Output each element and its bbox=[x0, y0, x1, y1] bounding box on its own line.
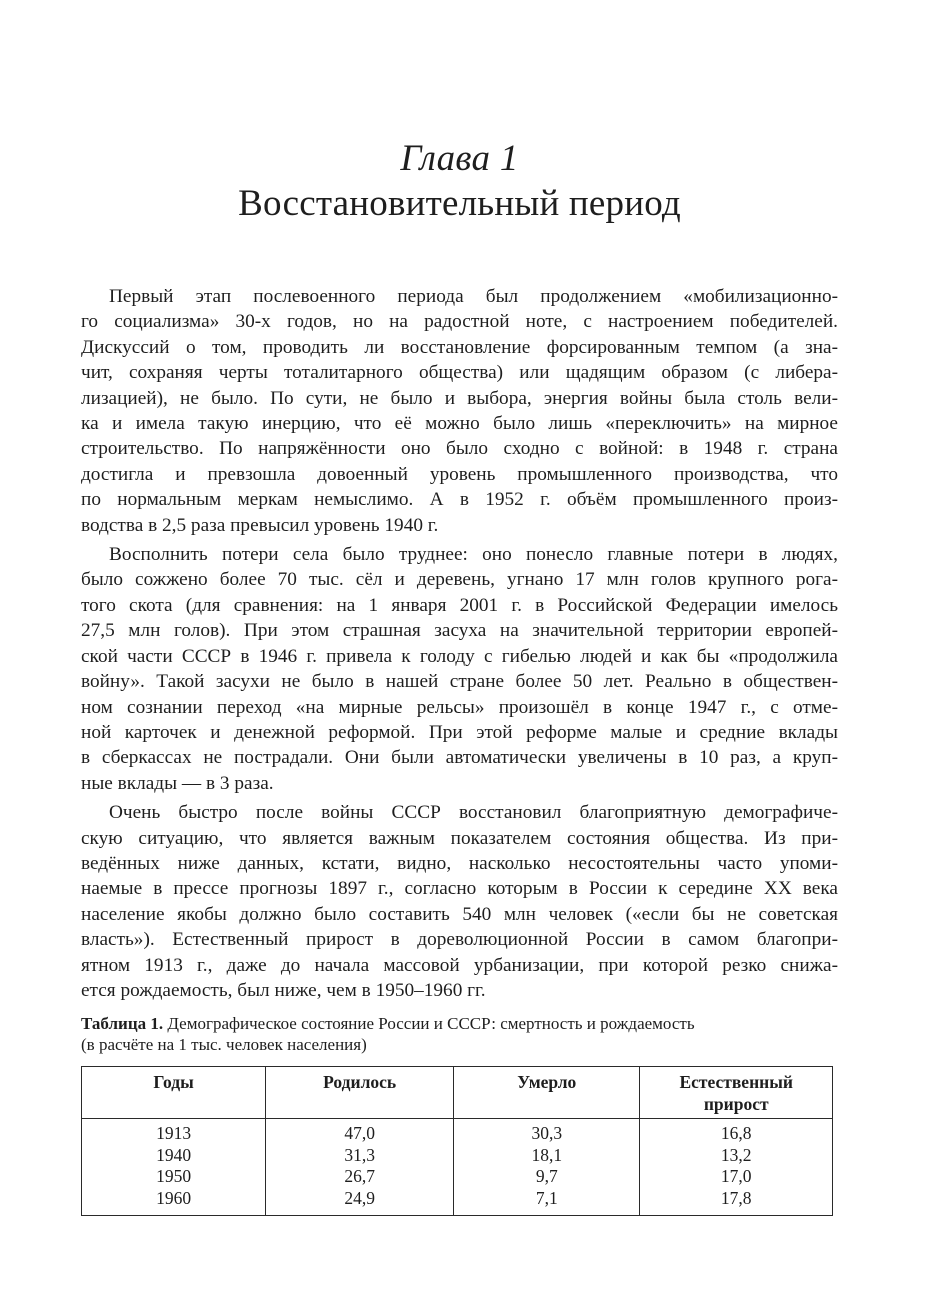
text-line: Очень быстро после войны СССР восстановил благоприятную демографиче- bbox=[109, 802, 838, 824]
chapter-heading bbox=[81, 137, 838, 227]
text-line: лизацией), не было. По сути, не было и выбора, энергия войны была столь вели- bbox=[81, 387, 838, 409]
text-line: строительство. По напряжённости оно было сходно с войной: в 1948 г. страна bbox=[81, 438, 838, 460]
cell-year: 1913 bbox=[82, 1119, 266, 1145]
table-row bbox=[82, 1166, 833, 1188]
cell-died: 18,1 bbox=[454, 1145, 640, 1167]
text-line: ятном 1913 г., даже до начала массовой урбанизации, при которой резко снижа- bbox=[81, 954, 838, 976]
chapter-title: Восстановительный период bbox=[238, 183, 681, 224]
demographics-table-container bbox=[81, 1066, 833, 1216]
paragraph-demographics bbox=[81, 800, 838, 1003]
text-line: достигла и превзошла довоенный уровень промышленного производства, что bbox=[81, 463, 838, 485]
text-line: ведённых ниже данных, кстати, видно, насколько несостоятельны часто упоми- bbox=[81, 852, 838, 874]
text-line: ской части СССР в 1946 г. привела к голоду с гибелью людей и как бы «продолжила bbox=[81, 645, 838, 667]
header-years: Годы bbox=[82, 1067, 266, 1119]
text-line: Восполнить потери села было труднее: оно понесло главные потери в людях, bbox=[109, 544, 838, 566]
text-line: того скота (для сравнения: на 1 января 2001 г. в Российской Федерации имелось bbox=[81, 594, 838, 616]
table-row bbox=[82, 1145, 833, 1167]
text-line: 27,5 млн голов). При этом страшная засуха на значительной территории европей- bbox=[81, 620, 838, 642]
cell-died: 30,3 bbox=[454, 1119, 640, 1145]
header-natural-growth-line2: прирост bbox=[703, 1094, 769, 1114]
table-caption-label: Таблица 1. bbox=[81, 1014, 164, 1033]
table-header-row bbox=[82, 1067, 833, 1119]
cell-born: 24,9 bbox=[266, 1188, 454, 1216]
text-line: войну». Такой засухи не было в нашей стране более 50 лет. Реально в обществен- bbox=[81, 671, 838, 693]
header-died: Умерло bbox=[454, 1067, 640, 1119]
text-line: скую ситуацию, что является важным показателем состояния общества. Из при- bbox=[81, 827, 838, 849]
table-caption-text: Демографическое состояние России и СССР: смертность и рождаемость bbox=[163, 1014, 695, 1033]
cell-growth: 16,8 bbox=[720, 1123, 752, 1143]
cell-died: 7,1 bbox=[454, 1188, 640, 1216]
cell-year: 1950 bbox=[82, 1166, 266, 1188]
cell-born: 26,7 bbox=[266, 1166, 454, 1188]
text-line: наемые в прессе прогнозы 1897 г., согласно которым в России к середине XX века bbox=[81, 878, 838, 900]
paragraph-postwar-mobilization bbox=[81, 284, 838, 538]
chapter-body bbox=[81, 284, 838, 1007]
text-line: ные вклады — в 3 раза. bbox=[81, 772, 274, 794]
text-line: ка и имела такую инерцию, что её можно было лишь «переключить» на мирное bbox=[81, 413, 838, 435]
header-born: Родилось bbox=[266, 1067, 454, 1119]
cell-growth: 17,8 bbox=[720, 1187, 752, 1208]
text-line: Первый этап послевоенного периода был продолжением «мобилизационно- bbox=[109, 286, 838, 307]
text-line: го социализма» 30-х годов, но на радостной ноте, с настроением победителей. bbox=[81, 311, 838, 333]
text-line: в сберкассах не пострадали. Они были автоматически увеличены в 10 раз, а круп- bbox=[81, 747, 838, 769]
cell-born: 31,3 bbox=[266, 1145, 454, 1167]
header-natural-growth bbox=[640, 1067, 833, 1119]
cell-born: 47,0 bbox=[266, 1119, 454, 1145]
chapter-number: Глава 1 bbox=[400, 138, 519, 179]
table-row bbox=[82, 1119, 833, 1145]
text-line: Дискуссий о том, проводить ли восстановление форсированным темпом (а зна- bbox=[81, 336, 838, 358]
cell-year: 1960 bbox=[82, 1188, 266, 1216]
header-natural-growth-line1: Естественный bbox=[679, 1072, 793, 1092]
text-line: власть»). Естественный прирост в дореволюционной России в самом благопри- bbox=[81, 929, 838, 951]
table-caption-units: (в расчёте на 1 тыс. человек населения) bbox=[81, 1035, 367, 1054]
demographics-table bbox=[81, 1066, 833, 1216]
cell-growth: 17,0 bbox=[720, 1166, 752, 1186]
text-line: население якобы должно было составить 540 млн человек («если бы не советская bbox=[81, 903, 838, 925]
text-line: ной карточек и денежной реформой. При этой реформе малые и средние вклады bbox=[81, 721, 838, 743]
table-caption bbox=[81, 1013, 838, 1055]
cell-growth: 13,2 bbox=[720, 1144, 752, 1165]
text-line: ном сознании переход «на мирные рельсы» произошёл в конце 1947 г., с отме- bbox=[81, 696, 838, 718]
text-line: было сожжено более 70 тыс. сёл и деревень, угнано 17 млн голов крупного рога- bbox=[81, 569, 838, 591]
text-line: по нормальным меркам немыслимо. А в 1952 г. объём промышленного произ- bbox=[81, 489, 838, 511]
table-row bbox=[82, 1188, 833, 1216]
cell-died: 9,7 bbox=[454, 1166, 640, 1188]
text-line: водства в 2,5 раза превысил уровень 1940 г. bbox=[81, 514, 439, 536]
text-line: чит, сохраняя черты тоталитарного общества) или щадящим образом (с либера- bbox=[81, 362, 838, 384]
cell-year: 1940 bbox=[82, 1145, 266, 1167]
paragraph-village-losses bbox=[81, 542, 838, 796]
text-line: ется рождаемость, был ниже, чем в 1950–1960 гг. bbox=[81, 979, 486, 1001]
